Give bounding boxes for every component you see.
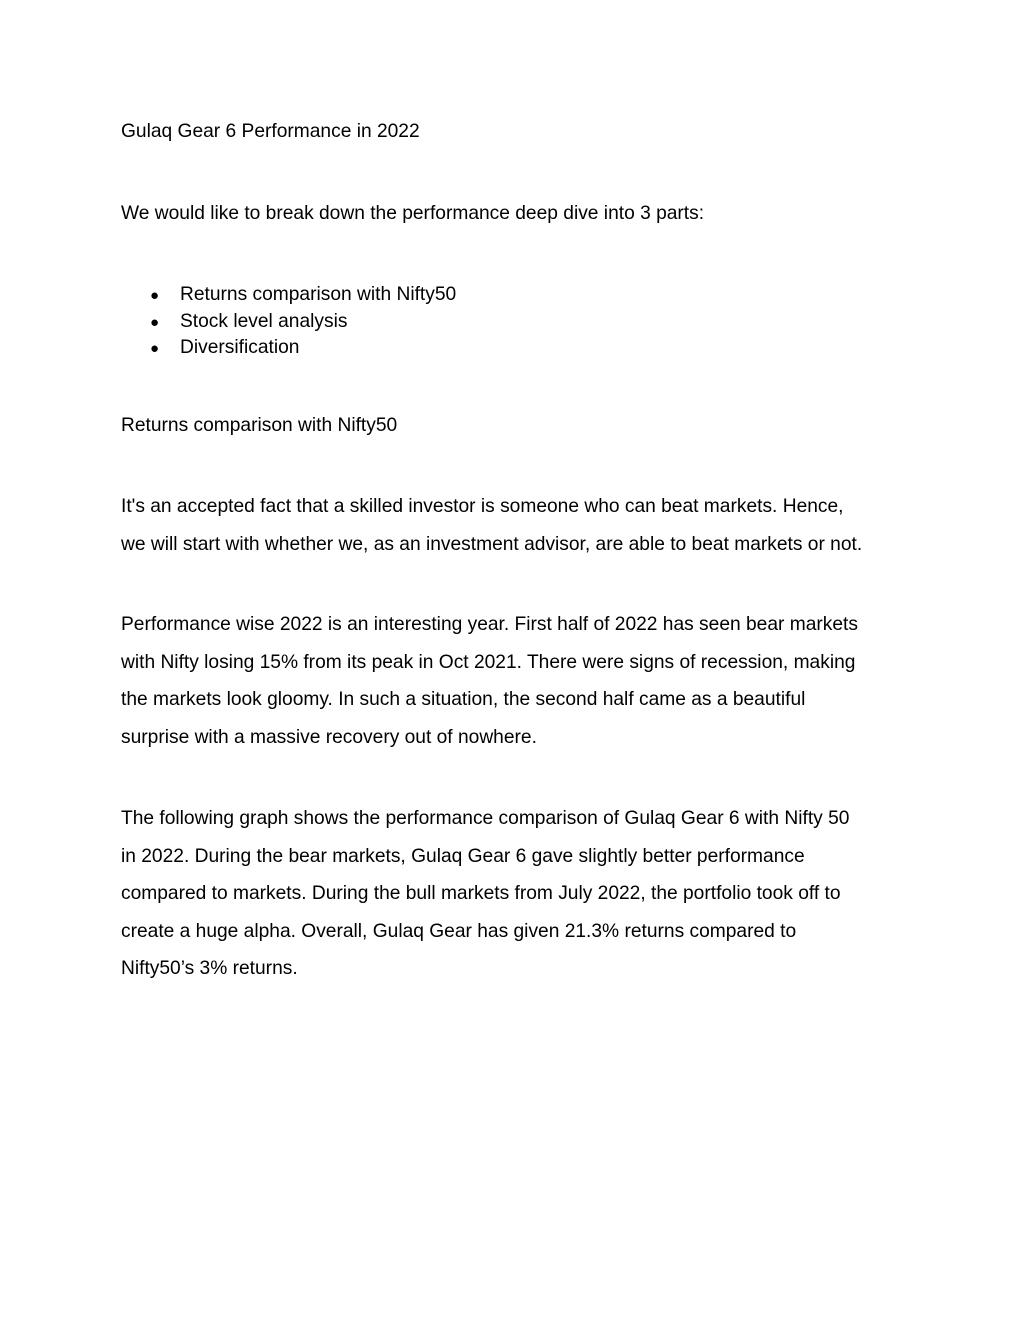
list-item-label: Stock level analysis <box>180 310 348 332</box>
list-item <box>150 310 456 337</box>
bullet-icon: ● <box>150 340 160 357</box>
paragraph-line: Performance wise 2022 is an interesting year. First half of 2022 has seen bear markets <box>121 614 858 635</box>
section-heading: Returns comparison with Nifty50 <box>121 415 398 436</box>
paragraph-line: It's an accepted fact that a skilled investor is someone who can beat markets. Hence, <box>121 496 844 517</box>
paragraph-line: in 2022. During the bear markets, Gulaq Gear 6 gave slightly better performance <box>121 845 805 867</box>
paragraph-line: compared to markets. During the bull markets from July 2022, the portfolio took off to <box>121 883 841 905</box>
paragraph-line: with Nifty losing 15% from its peak in Oct 2021. There were signs of recession, making <box>121 651 856 673</box>
paragraph-line: The following graph shows the performance comparison of Gulaq Gear 6 with Nifty 50 <box>121 808 850 829</box>
paragraph-line: the markets look gloomy. In such a situation, the second half came as a beautiful <box>121 689 806 711</box>
paragraph-line: Nifty50’s 3% returns. <box>121 958 298 980</box>
parts-bullet-list <box>150 283 456 363</box>
list-item <box>150 283 456 310</box>
paragraph-performance-2022 <box>121 606 911 756</box>
paragraph-line: we will start with whether we, as an investment advisor, are able to beat markets or not. <box>121 533 863 555</box>
list-item-label: Diversification <box>180 337 300 358</box>
intro-text: We would like to break down the performance deep dive into 3 parts: <box>121 203 705 224</box>
bullet-icon: ● <box>150 313 160 331</box>
paragraph-graph-comparison <box>121 800 911 988</box>
paragraph-line: create a huge alpha. Overall, Gulaq Gear has given 21.3% returns compared to <box>121 920 797 942</box>
document-title: Gulaq Gear 6 Performance in 2022 <box>121 121 420 142</box>
paragraph-skilled-investor <box>121 488 911 563</box>
list-item-label: Returns comparison with Nifty50 <box>180 284 457 305</box>
list-item <box>150 336 456 363</box>
paragraph-line: surprise with a massive recovery out of nowhere. <box>121 726 537 748</box>
bullet-icon: ● <box>150 287 160 304</box>
